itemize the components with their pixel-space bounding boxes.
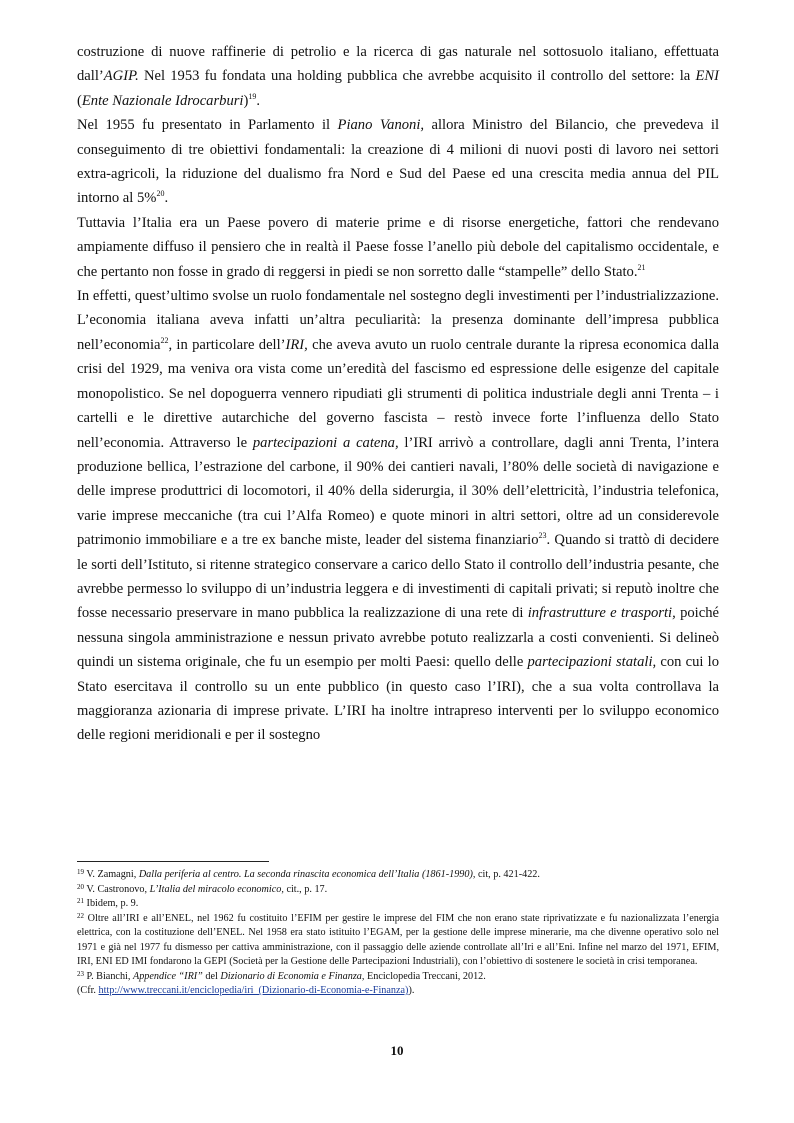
text-run: che aveva avuto un ruolo centrale durante la ripresa economica dalla crisi del 1929, ma veniva ora vista come un’eredità del fascismo ed espressione delle esigenze del capitale monopolistico. Se nel dopoguerra vennero ripudiati gli strumenti di politica industriale degli anni Trenta – i cartelli e le direttive autarchiche del governo fascista – restò invece forte l’influenza dello Stato nell’economia. Attraverso le <box>77 336 719 451</box>
text-run: con cui lo Stato esercitava il controllo su un ente pubblico (in questo caso l’IRI), che a sua volta controllava la maggioranza azionaria di imprese private. L’IRI ha inoltre intrapreso interventi per lo sviluppo economico delle regioni meridionali e per il sostegno <box>77 654 719 744</box>
italic-text: ENI <box>695 68 719 85</box>
text-run: . Quando si trattò di decidere le sorti dell’Istituto, si ritenne strategico conservare a carico dello Stato il controllo dell’industria pesante, che avrebbe permesso lo sviluppo di un’industria leggera e di investimenti di capitali privati; si reputò inoltre che fosse necessario preservare in mano pubblica la realizzazione di una rete di <box>77 532 719 622</box>
text-run: Oltre all’IRI e all’ENEL, nel 1962 fu costituito l’EFIM per gestire le imprese del FIM che non erano state riprivatizzate e fu nazionalizzata l’energia elettrica, con la costituzione dell’ENEL. Nel 1958 era stato istituito l’EGAM, per la gestione delle imprese minerarie, ma che divenne operativo solo nel 1971 e già nel 1977 fu dismesso per cattiva amministrazione, con il passaggio delle aziende controllate all’Iri e all’Eni. Infine nel marzo del 1971, EFIM, IRI, ENI ED IMI fondarono la GEPI (Società per la Gestione delle Partecipazioni Industriali), con l’obiettivo di sostenere le società in crisi temporanea. <box>77 912 719 967</box>
italic-text: partecipazioni statali, <box>527 654 657 671</box>
text-run: del <box>202 970 221 982</box>
text-run: ( <box>77 92 82 109</box>
italic-text: Dizionario di Economia e Finanza, <box>220 970 365 982</box>
footnote-19 <box>77 868 719 883</box>
italic-text: Ente Nazionale Idrocarburi <box>81 92 244 109</box>
footnote-21 <box>77 897 719 912</box>
text-run: ). <box>408 985 415 996</box>
text-run: In effetti, quest’ultimo svolse un ruolo fondamentale nel sostegno degli investimenti per l’industrializzazione. L’economia italiana aveva infatti un’altra peculiarità: la presenza dominante dell’impresa pubblica nell’economia <box>77 288 719 353</box>
text-run: (Cfr. <box>77 985 99 996</box>
text-run: P. Bianchi, <box>84 970 133 982</box>
reference-link[interactable]: http://www.treccani.it/enciclopedia/iri_(Dizionario-di-Economia-e-Finanza) <box>98 985 409 996</box>
text-run: poiché nessuna singola amministrazione e nessun privato avrebbe potuto realizzarla a costi convenienti. Si delineò quindi un sistema originale, che fu un esempio per molti Paesi: quello delle <box>77 605 719 671</box>
italic-text: Piano Vanoni, <box>337 117 425 134</box>
footnote-ref: 23 <box>538 531 547 541</box>
text-run: Nel 1955 fu presentato in Parlamento il <box>77 117 338 134</box>
footnote-ref: 23 <box>77 969 84 978</box>
italic-text: IRI, <box>285 336 308 353</box>
footnote-ref: 20 <box>77 882 84 891</box>
footnotes <box>77 868 719 999</box>
text-run: cit, p. 421-422. <box>475 869 540 880</box>
footnote-ref: 20 <box>156 189 165 199</box>
italic-text: infrastrutture e trasporti, <box>527 605 676 622</box>
page-number: 10 <box>390 1043 404 1058</box>
text-run: , in particolare dell’ <box>168 336 286 353</box>
paragraph <box>77 211 719 284</box>
italic-text: Appendice “IRI” <box>132 970 203 982</box>
text-run: V. Zamagni, <box>84 869 139 880</box>
text-run: Enciclopedia Treccani, 2012. <box>364 970 486 982</box>
footnote-separator <box>77 861 269 862</box>
text-run: V. Castronovo, <box>84 883 150 895</box>
footnote-ref: 21 <box>637 262 646 272</box>
italic-text: AGIP. <box>103 68 139 85</box>
paragraph <box>77 40 719 113</box>
body-text <box>77 40 719 748</box>
text-run: Nel 1953 fu fondata una holding pubblica che avrebbe acquisito il controllo del settore: la <box>138 68 696 85</box>
footnote-ref: 19 <box>248 91 257 101</box>
text-run: Ibidem, p. 9. <box>84 898 139 909</box>
italic-text: Dalla periferia al centro. La seconda rinascita economica dell’Italia (1861-1990), <box>138 869 476 880</box>
footnote-23-link-line <box>77 984 719 999</box>
footnote-ref: 22 <box>77 911 84 920</box>
text-run: cit., p. 17. <box>283 883 328 895</box>
footnote-20 <box>77 883 719 898</box>
text-run: . <box>164 190 169 207</box>
italic-text: partecipazioni a catena, <box>252 434 399 451</box>
footnote-22 <box>77 912 719 970</box>
text-run: allora Ministro del Bilancio, che prevedeva il conseguimento di tre obiettivi fondamentali: la creazione di 4 milioni di nuovi posti di lavoro nei settori extra-agricoli, la riduzione del dualismo fra Nord e Sud del Paese ed una crescita media annua del PIL intorno al 5% <box>77 117 719 207</box>
paragraph <box>77 284 719 748</box>
text-run: Tuttavia l’Italia era un Paese povero di materie prime e di risorse energetiche, fattori che rendevano ampiamente diffuso il pensiero che in realtà il Paese fosse l’anello più debole del capitalismo occidentale, e che pertanto non fosse in grado di reggersi in piedi se non sorretto dalle “stampelle” dello Stato. <box>77 214 719 280</box>
text-run: ) <box>243 92 249 109</box>
footnote-ref: 22 <box>160 335 169 345</box>
footnote-23 <box>77 970 719 985</box>
footnote-ref: 21 <box>77 897 84 905</box>
text-run: costruzione di nuove raffinerie di petrolio e la ricerca di gas naturale nel sottosuolo italiano, effettuata dall’ <box>77 44 719 85</box>
italic-text: L’Italia del miracolo economico, <box>149 883 284 895</box>
footnote-ref: 19 <box>77 868 84 876</box>
paragraph <box>77 113 719 211</box>
text-run: l’IRI arrivò a controllare, dagli anni Trenta, l’intera produzione bellica, l’estrazione del carbone, il 90% dei cantieri navali, l’80% delle società di navigazione e delle imprese produttrici di locomotori, il 40% della siderurgia, il 30% dell’elettricità, l’industria telefonica, varie imprese meccaniche (tra cui l’Alfa Romeo) e quote minori in altri settori, oltre ad un considerevole patrimonio immobiliare e a tre ex banche miste, leader del sistema finanziario <box>77 434 719 549</box>
text-run: . <box>256 92 261 109</box>
